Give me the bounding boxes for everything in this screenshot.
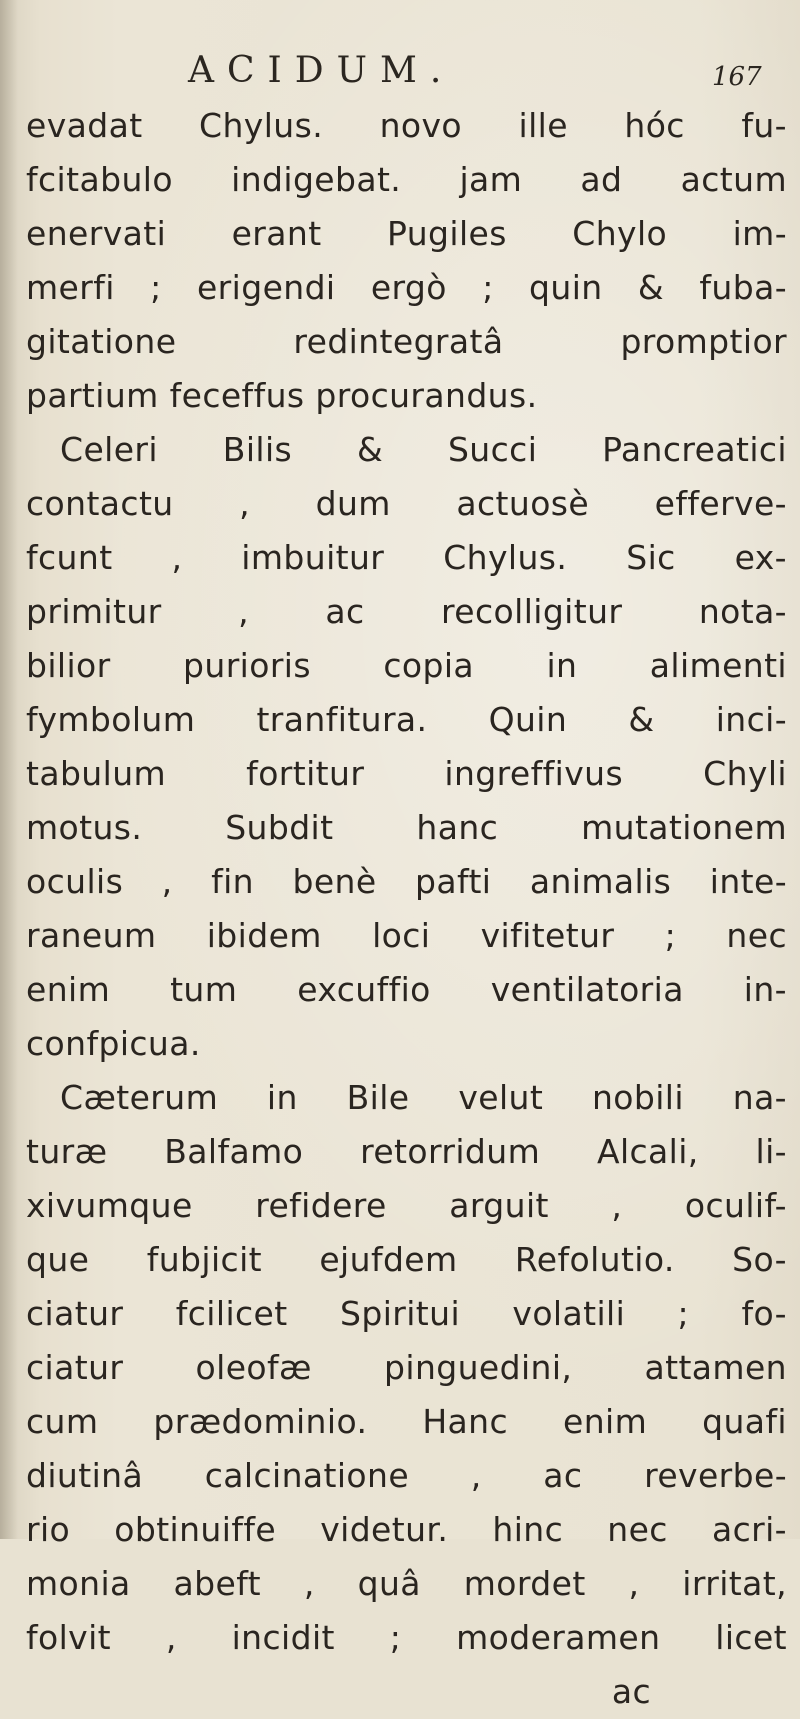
text-line: merfi ; erigendi ergò ; quin & fuba- <box>26 268 787 307</box>
text-line: fcunt , imbuitur Chylus. Sic ex- <box>26 538 787 577</box>
text-line: ciatur fcilicet Spiritui volatili ; fo- <box>26 1294 787 1333</box>
text-line: partium feceffus procurandus. <box>26 376 538 415</box>
running-head: ACIDUM. <box>188 50 455 91</box>
text-line: confpicua. <box>26 1024 201 1063</box>
text-line: raneum ibidem loci vifitetur ; nec <box>26 916 787 955</box>
text-line: Celeri Bilis & Succi Pancreatici <box>60 430 787 469</box>
text-line: folvit , incidit ; moderamen licet <box>26 1618 787 1657</box>
text-line: Cæterum in Bile velut nobili na- <box>60 1078 787 1117</box>
text-line: cum prædominio. Hanc enim quafi <box>26 1402 787 1441</box>
catchword: ac <box>611 1672 651 1711</box>
text-line: ciatur oleofæ pinguedini, attamen <box>26 1348 787 1387</box>
text-line: rio obtinuiffe videtur. hinc nec acri- <box>26 1510 787 1549</box>
text-line: bilior purioris copia in alimenti <box>26 646 787 685</box>
text-line: tabulum fortitur ingreffivus Chyli <box>26 754 787 793</box>
text-line: oculis , fin benè pafti animalis inte- <box>26 862 787 901</box>
body-text <box>20 99 795 1719</box>
text-line: fymbolum tranfitura. Quin & inci- <box>26 700 787 739</box>
text-line: que fubjicit ejufdem Refolutio. So- <box>26 1240 787 1279</box>
text-line: primitur , ac recolligitur nota- <box>26 592 787 631</box>
text-line: contactu , dum actuosè efferve- <box>26 484 787 523</box>
text-line: motus. Subdit hanc mutationem <box>26 808 787 847</box>
page-number: 167 <box>712 62 762 92</box>
text-line: evadat Chylus. novo ille hóc fu- <box>26 106 787 145</box>
text-line: enim tum excuffio ventilatoria in- <box>26 970 787 1009</box>
text-line: gitatione redintegratâ promptior <box>26 322 787 361</box>
text-line: monia abeft , quâ mordet , irritat, <box>26 1564 787 1603</box>
text-line: xivumque refidere arguit , oculif- <box>26 1186 787 1225</box>
text-line: enervati erant Pugiles Chylo im- <box>26 214 787 253</box>
gutter-shadow <box>0 0 18 1539</box>
text-line: turæ Balfamo retorridum Alcali, li- <box>26 1132 787 1171</box>
text-line: diutinâ calcinatione , ac reverbe- <box>26 1456 787 1495</box>
text-line: fcitabulo indigebat. jam ad actum <box>26 160 787 199</box>
